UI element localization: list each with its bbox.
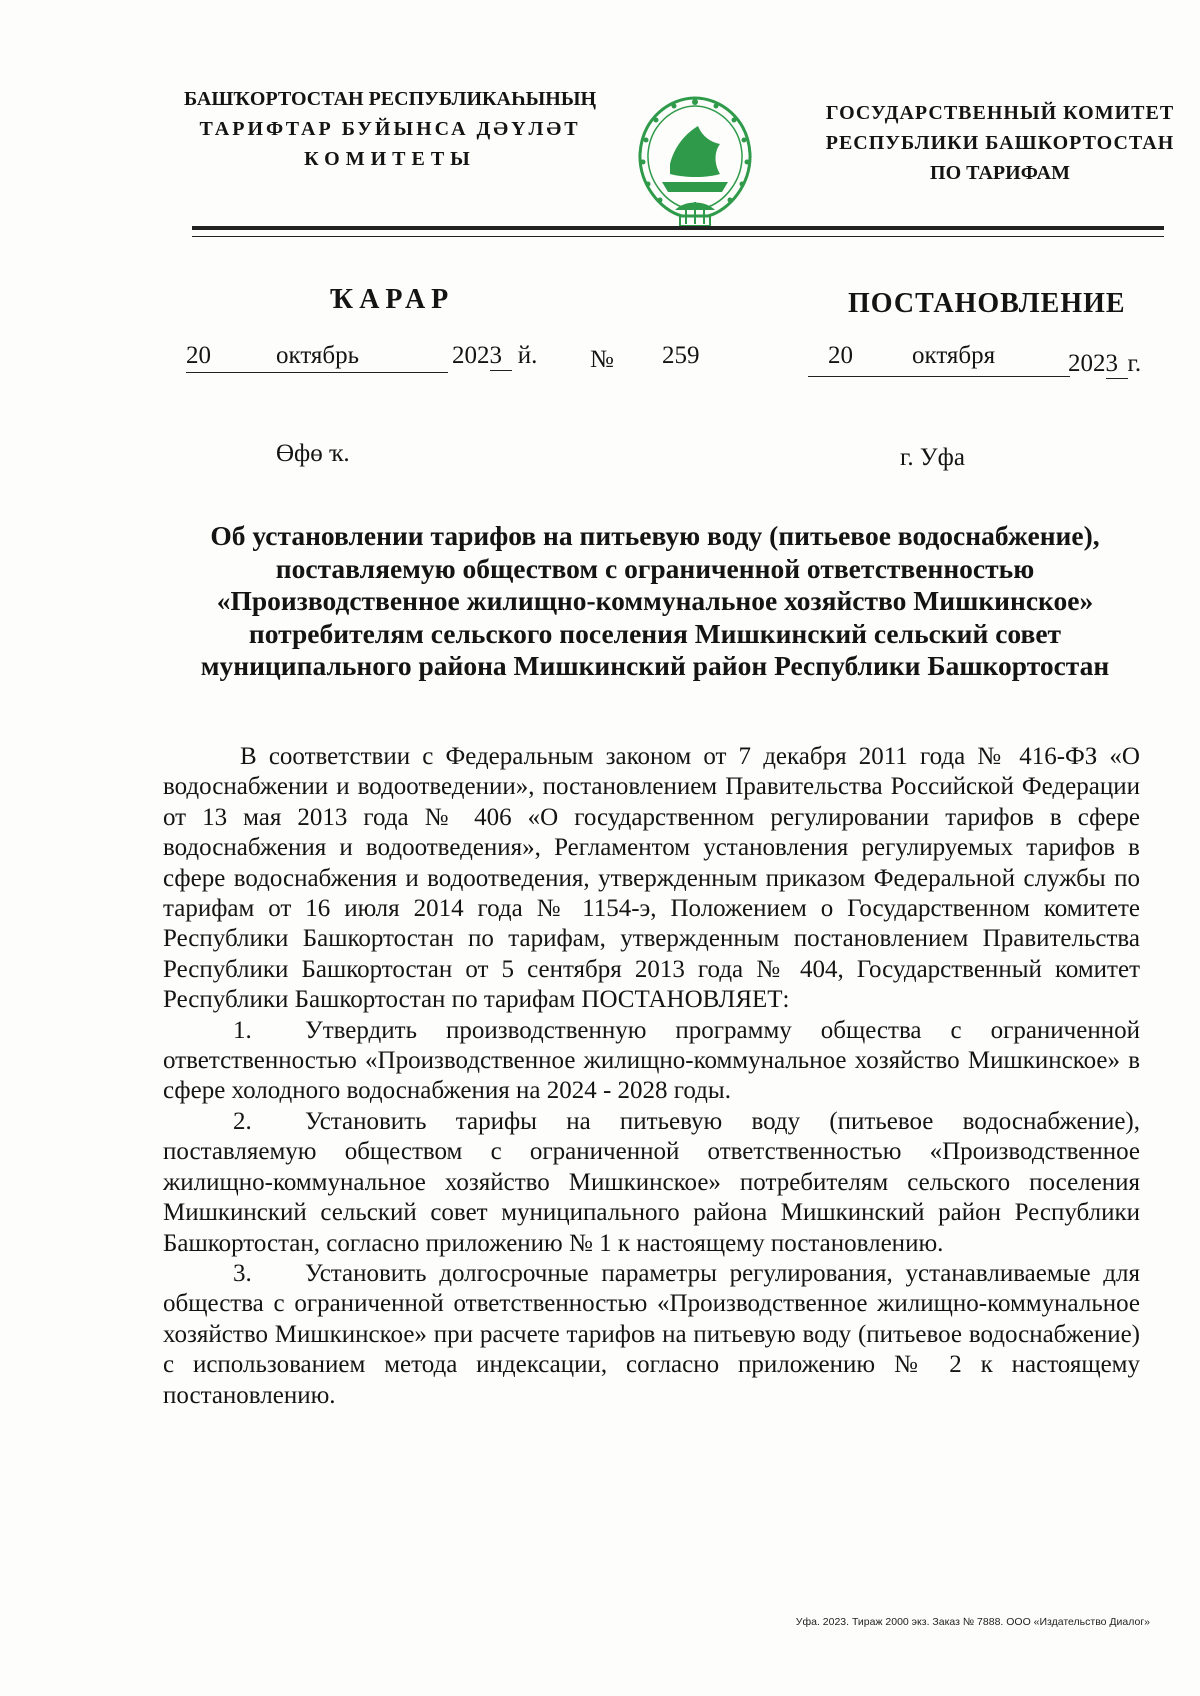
list-item xyxy=(163,1016,1140,1107)
date-right-year-digit: 3 xyxy=(1106,350,1128,379)
header-left-line-1: БАШҠОРТОСТАН РЕСПУБЛИКАҺЫНЫҢ xyxy=(183,88,597,110)
item-number: 2. xyxy=(233,1107,252,1135)
date-right-year-prefix: 202 xyxy=(1068,350,1106,377)
header-left-line-2: ТАРИФТАР БУЙЫНСА ДӘҮЛӘТ xyxy=(199,118,581,140)
bashkortostan-emblem-icon xyxy=(630,92,760,232)
date-left-year-prefix: 202 xyxy=(452,342,490,369)
document-body xyxy=(163,742,1140,1411)
date-right-month: октября xyxy=(912,342,996,369)
date-left-year-digit: 3 xyxy=(490,342,512,371)
date-left-underline xyxy=(186,372,448,373)
header-divider-thin xyxy=(192,236,1164,237)
list-item xyxy=(163,1259,1140,1411)
header-divider-thick xyxy=(192,226,1164,230)
date-left-year xyxy=(452,342,537,371)
header-right-line-2: РЕСПУБЛИКИ БАШКОРТОСТАН xyxy=(825,132,1175,154)
date-left-suffix: й. xyxy=(517,342,538,369)
date-right-year xyxy=(1068,350,1141,379)
item-text: Установить тарифы на питьевую воду (питьевое водоснабжение), поставляемую обществом с ограниченной ответственностью «Производственное жилищно-коммунальное хозяйство Мишкинское» потребителям сельского поселения Мишкинский сельский совет муниципального района Мишкинский район Республики Башкортостан, согласно приложению № 1 к настоящему постановлению. xyxy=(163,1107,1140,1257)
doc-type-bashkir: ҠАРАР xyxy=(330,284,455,315)
number-sign: № xyxy=(590,346,614,373)
date-right-day: 20 xyxy=(828,342,853,369)
item-number: 3. xyxy=(233,1259,252,1287)
item-text: Утвердить производственную программу общества с ограниченной ответственностью «Производственное жилищно-коммунальное хозяйство Мишкинское» в сфере холодного водоснабжения на 2024 - 2028 годы. xyxy=(163,1016,1140,1105)
document-title: Об установлении тарифов на питьевую воду (питьевое водоснабжение), поставляемую обществом с ограниченной ответственностью «Производственное жилищно-коммунальное хозяйство Мишкинское» потребителям сельского поселения Мишкинский сельский совет муниципального района Мишкинский район Республики Башкортостан xyxy=(200,520,1110,681)
date-right-suffix: г. xyxy=(1127,350,1142,377)
header-right-line-1: ГОСУДАРСТВЕННЫЙ КОМИТЕТ xyxy=(825,102,1175,124)
number-value: 259 xyxy=(662,342,700,369)
header-right-russian xyxy=(800,98,1200,188)
header-left-bashkir xyxy=(175,84,605,174)
city-bashkir: Өфө ҡ. xyxy=(276,440,350,467)
date-left-day: 20 xyxy=(186,342,211,369)
item-number: 1. xyxy=(233,1016,252,1044)
date-right-underline xyxy=(808,376,1070,377)
intro-paragraph: В соответствии с Федеральным законом от 7 декабря 2011 года № 416-ФЗ «О водоснабжении и водоотведении», постановлением Правительства Российской Федерации от 13 мая 2013 года № 406 «О государственном регулировании тарифов в сфере водоснабжения и водоотведения», Регламентом установления регулируемых тарифов в сфере водоснабжения и водоотведения, утвержденным приказом Федеральной службы по тарифам от 16 июля 2014 года № 1154-э, Положением о Государственном комитете Республики Башкортостан по тарифам, утвержденным постановлением Правительства Республики Башкортостан от 5 сентября 2013 года № 404, Государственный комитет Республики Башкортостан по тарифам ПОСТАНОВЛЯЕТ: xyxy=(163,743,1140,1014)
item-text: Установить долгосрочные параметры регулирования, устанавливаемые для общества с ограниченной ответственностью «Производственное жилищно-коммунальное хозяйство Мишкинское» при расчете тарифов на питьевую воду (питьевое водоснабжение) с использованием метода индексации, согласно приложению № 2 к настоящему постановлению. xyxy=(163,1259,1140,1409)
header-right-line-3: ПО ТАРИФАМ xyxy=(930,162,1070,184)
city-russian: г. Уфа xyxy=(900,444,965,471)
date-left-month: октябрь xyxy=(276,342,360,369)
doc-type-russian: ПОСТАНОВЛЕНИЕ xyxy=(848,288,1126,319)
header-left-line-3: КОМИТЕТЫ xyxy=(304,148,476,170)
list-item xyxy=(163,1107,1140,1259)
print-footer: Уфа. 2023. Тираж 2000 экз. Заказ № 7888. ООО «Издательство Диалог» xyxy=(795,1616,1150,1628)
